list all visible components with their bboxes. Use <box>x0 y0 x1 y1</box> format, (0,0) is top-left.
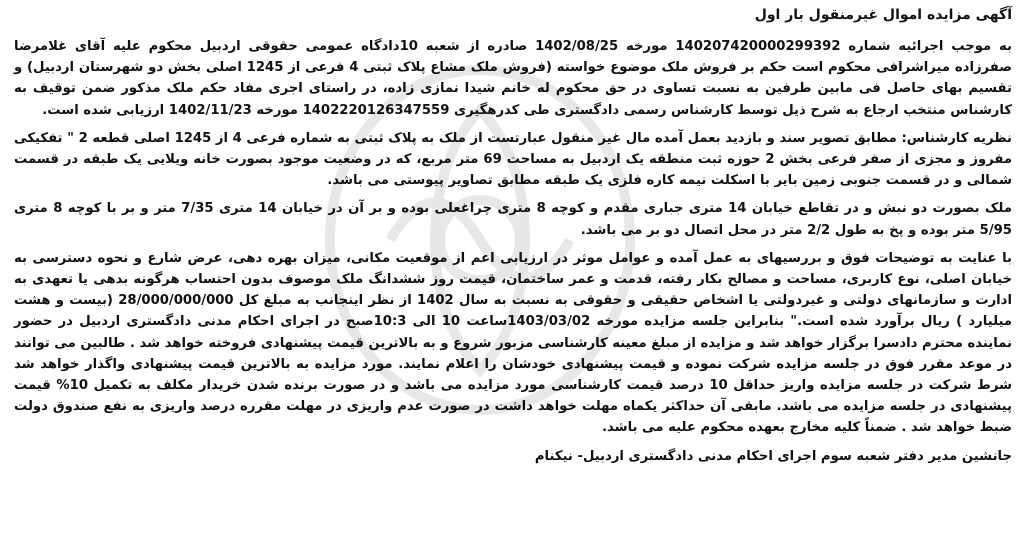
paragraph-execution-order: به موجب اجرائیه شماره 140207420000299392 مورخه 1402/08/25 صادره از شعبه 10دادگاه عمومی حقوقی اردبیل محکوم علیه آقای غلامرضا صفرزاده میراشرافی محکوم است حکم بر فروش ملک موضوع خواسته (فروش ملک مشاع پلاک ثبتی 4 فرعی از 1245 اصلی بخش دو شهرستان اردبیل) و تقسیم بهای حاصل فی مابین طرفین به نسبت تساوی در حق محکوم له خانم شیدا نمازی زاده، در راستای اجری مفاد حکم ملک مذکور ضمن توقیف به کارشناس منتخب ارجاع به شرح ذیل توسط کارشناس رسمی دادگستری طی کدرهگیری 1402220126347559 مورخه 1402/11/23 ارزیابی شده است. <box>14 39 1012 118</box>
paragraph-auction-terms: با عنایت به توضیحات فوق و بررسیهای به عمل آمده و عوامل موثر در ارزیابی اعم از موقعیت مکانی، میزان بهره دهی، عرض شارع و نحوه دسترسی به خیابان اصلی، نوع کاربری، مساحت و مصالح بکار رفته، قدمت و عمر ساختمان، قیمت روز ششدانگ ملک موصوف بدون احتساب هرگونه بدهی یا تعهدی به ادارت و سازمانهای دولتی و غیردولتی یا اشخاص حقیقی و حقوقی به نسبت به سال 1402 از نظر اینجانب به مبلغ کل 28/000/000/000 (بیست و هشت میلیارد ) ریال برآورد شده است." بنابراین جلسه مزایده مورخه 1403/03/02ساعت 10 الی 10:3صبح در اجرای احکام مدنی دادگستری اردبیل در حضور نماینده محترم دادسرا برگزار خواهد شد و مزایده از مبلغ معینه کارشناسی مزبور شروع و به بالاترین قیمت پیشنهادی فروخته خواهد شد . طالبین می توانند در موعد مقرر فوق در جلسه مزایده شرکت نموده و قیمت پیشنهادی خودشان را اعلام نمایند. مورد مزایده به بالاترین قیمت پیشنهادی واگذار خواهد شد شرط شرکت در جلسه مزایده واریز حداقل 10 درصد قیمت کارشناسی مورد مزایده می باشد و در صورت برنده شدن خریدار مکلف به تکمیل 10% قیمت پیشنهادی در جلسه مزایده می باشد. مابقی آن حداکثر یکماه مهلت خواهد داشت در صورت عدم واریزی در مهلت مقرره درصد واریزی به نفع صندوق دولت ضبط خواهد شد . ضمناً کلیه مخارج بعهده محکوم علیه می باشد. <box>13 250 1012 436</box>
paragraph-property-location: ملک بصورت دو نبش و در تقاطع خیابان 14 متری جباری مقدم و کوچه 8 متری چراغعلی بوده و بر آن در خیابان 14 متری 7/35 متر و بر با کوچه 8 متری 5/95 متر بوده و پخ به طول 2/2 متر در محل اتصال دو بر می باشد. <box>14 201 1012 238</box>
signature-line: جانشین مدیر دفتر شعبه سوم اجرای احکام مدنی دادگستری اردبیل- نیکنام <box>534 448 1012 464</box>
paragraph-expert-opinion: نظریه کارشناس: مطابق تصویر سند و بازدید بعمل آمده مال غیر منقول عبارتست از ملک به پلاک ثبتی به شماره فرعی 4 از 1245 اصلی قطعه 2 " تفکیکی مفروز و مجزی از صفر فرعی بخش 2 حوزه ثبت منطقه یک اردبیل به مساحت 69 متر مربع، که در وضعیت موجود بصورت خانه ویلایی یک طبقه در قسمت شمالی و در قسمت جنوبی زمین بایر با اسکلت نیمه کاره فلزی یک طبقه مطابق تصاویر پیوستی می باشد. <box>14 130 1013 189</box>
notice-title: آگهی مزایده اموال غیرمنقول بار اول <box>754 7 1012 23</box>
